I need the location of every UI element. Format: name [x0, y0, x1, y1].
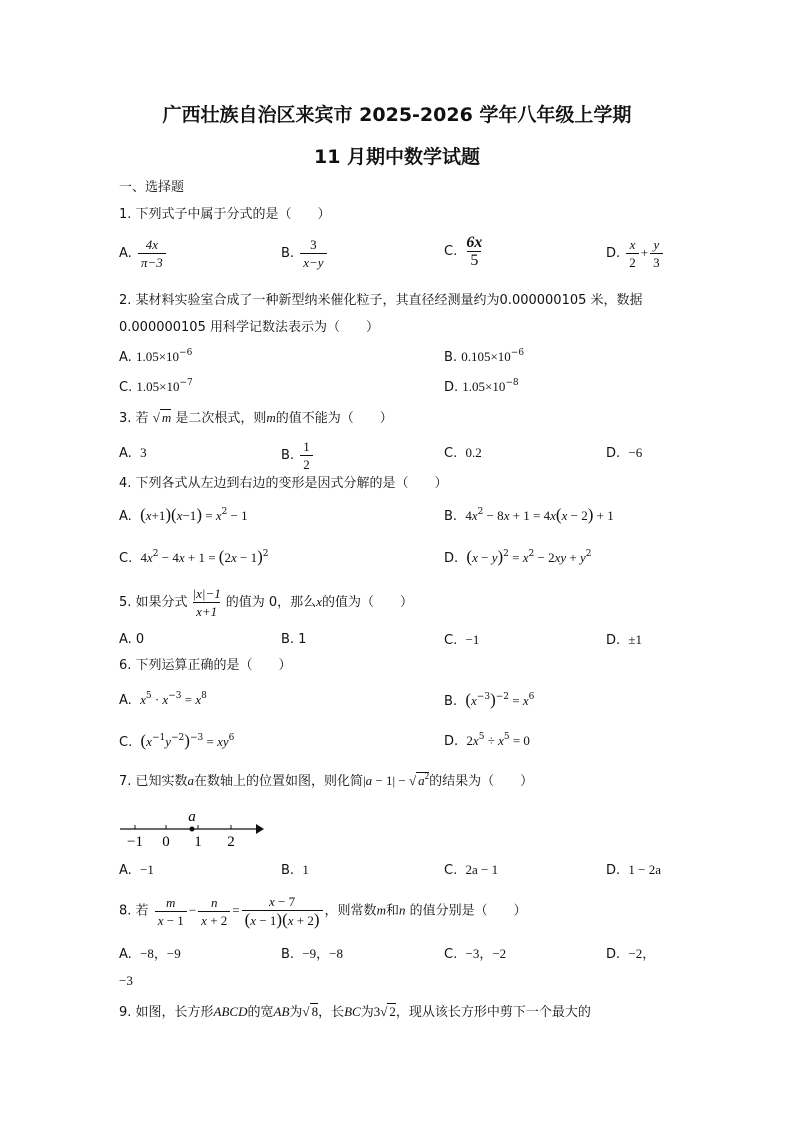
fraction: $\frac{3}{x-y}$	[300, 236, 326, 271]
question-2-option-d: D. $1.05\times 10^{-8}$	[444, 378, 519, 395]
question-8-option-b: B. −9，−8	[281, 946, 343, 962]
fraction: $\frac{|x|-1}{x+1}$	[192, 586, 221, 619]
sqrt-sign: √	[152, 410, 160, 425]
fraction: $\frac{n}{x + 2}$	[198, 894, 230, 929]
absolute-value-expression: |a − 1| − √ $a^2$	[363, 771, 430, 788]
question-4-option-b: B. $4x^2 - 8x + 1 = 4x(x - 2) + 1$	[444, 505, 614, 524]
question-1-option-d	[606, 236, 665, 271]
question-2-option-b: B. $0.105\times 10^{-6}$	[444, 348, 525, 365]
question-7-option-d: D. 1 − 2a	[606, 862, 662, 878]
tick-label: 2	[227, 834, 235, 850]
question-9-stem: 9. 如图，长方形ABCD的宽AB为√ 8，长BC为3√ 2，现从该长方形中剪下一个最大的	[119, 1004, 591, 1020]
question-2-stem-line-1: 2. 某材料实验室合成了一种新型纳米催化粒子，其直径经测量约为0.000000105 米，数据	[119, 293, 643, 308]
arrow-icon	[256, 824, 264, 834]
option-letter: B.	[281, 246, 295, 261]
question-4-stem: 4. 下列各式从左边到右边的变形是因式分解的是（ ）	[119, 476, 448, 491]
question-3-option-d: D. −6	[606, 445, 643, 461]
sqrt-sign: √	[302, 1004, 310, 1019]
question-8-option-c: C. −3，−2	[444, 946, 507, 962]
question-3-option-c: C. 0.2	[444, 445, 482, 461]
question-5-option-a: A. 0	[119, 632, 145, 647]
tick-label: 0	[162, 834, 170, 850]
question-8-option-d: D. −2，	[606, 946, 656, 962]
fraction: $\frac{m}{x - 1}$	[155, 894, 187, 929]
question-6-stem: 6. 下列运算正确的是（ ）	[119, 658, 292, 673]
question-1-option-b	[281, 236, 329, 271]
option-letter: D.	[606, 246, 621, 261]
question-7-option-a: A. −1	[119, 862, 154, 878]
question-2-stem-line-2: 0.000000105 用科学记数法表示为（ ）	[119, 320, 379, 335]
fraction: $\frac{1}{2}$	[300, 438, 313, 473]
question-3-stem: 3. 若 √ m 是二次根式，则m的值不能为（ ）	[119, 410, 393, 426]
question-5-option-c: C. −1	[444, 632, 480, 648]
tick-label: 1	[194, 834, 202, 850]
fraction: $\frac{x - 7}{(x - 1)(x + 2)}$	[242, 893, 323, 929]
question-1-option-a	[119, 236, 168, 271]
question-8-option-d-continued: −3	[119, 973, 133, 988]
question-6-option-c: C. $(x^{-1}y^{-2})^{-3} = xy^6$	[119, 731, 235, 750]
question-2-option-a: A. $1.05\times 10^{-6}$	[119, 348, 193, 365]
question-8-stem: 8. 若 $\frac{m}{x - 1}$ − $\frac{n}{x + 2}$ = $\frac{x - 7}{(x - 1)(x + 2)}$ ，则常数m和n 的值分别是（ ）	[119, 894, 527, 929]
point-a	[190, 827, 195, 832]
page-title-line-1: 广西壮族自治区来宾市 2025-2026 学年八年级上学期	[162, 104, 632, 126]
fraction: $\frac{y}{3}$	[650, 236, 663, 271]
question-4-option-c: C. $4x^2 - 4x + 1 = (2x - 1)^2$	[119, 547, 269, 566]
question-1-stem: 1. 下列式子中属于分式的是（ ）	[119, 207, 331, 222]
option-letter: C.	[444, 244, 458, 259]
section-heading: 一、选择题	[119, 180, 185, 195]
point-label: a	[188, 809, 196, 825]
question-7-stem: 7. 已知实数a在数轴上的位置如图，则化简|a − 1| − √ $a^2$的结果为（ ）	[119, 771, 534, 789]
fraction: $\frac{6x}{5}$	[466, 234, 483, 269]
question-4-option-a: A. $(x+1)(x-1) = x^2 - 1$	[119, 505, 248, 524]
question-1-option-c	[444, 234, 487, 269]
question-5-stem: 5. 如果分式 $\frac{|x|-1}{x+1}$ 的值为 0，那么x的值为（ ）	[119, 586, 413, 619]
question-2-option-c: C. $1.05\times 10^{-7}$	[119, 378, 193, 395]
fraction: $\frac{x}{2}$	[626, 236, 639, 271]
tick-label: −1	[127, 834, 143, 850]
page-title-line-2: 11 月期中数学试题	[313, 146, 481, 168]
question-6-option-a: A. $x^5 \cdot x^{-3} = x^8$	[119, 691, 207, 708]
option-letter: A.	[119, 246, 132, 261]
question-7-option-b: B. 1	[281, 862, 309, 878]
plus-sign: +	[640, 245, 649, 260]
question-8-option-a: A. −8，−9	[119, 946, 181, 962]
question-5-option-d: D. ±1	[606, 632, 643, 648]
question-7-option-c: C. 2a − 1	[444, 862, 499, 878]
question-6-option-b: B. $(x^{-3})^{-2} = x^6$	[444, 690, 535, 709]
question-3-option-a: A. 3	[119, 445, 147, 461]
question-5-option-b: B. 1	[281, 632, 307, 647]
question-4-option-d: D. $(x - y)^2 = x^2 - 2xy + y^2$	[444, 547, 592, 566]
question-6-option-d: D. $2x^5 \div x^5 = 0$	[444, 732, 530, 749]
fraction: $\frac{4x}{\pi-3}$	[138, 236, 166, 271]
question-3-option-b: B. $\frac{1}{2}$	[281, 438, 315, 473]
sqrt-sign: √	[380, 1004, 388, 1019]
number-line	[118, 808, 268, 850]
